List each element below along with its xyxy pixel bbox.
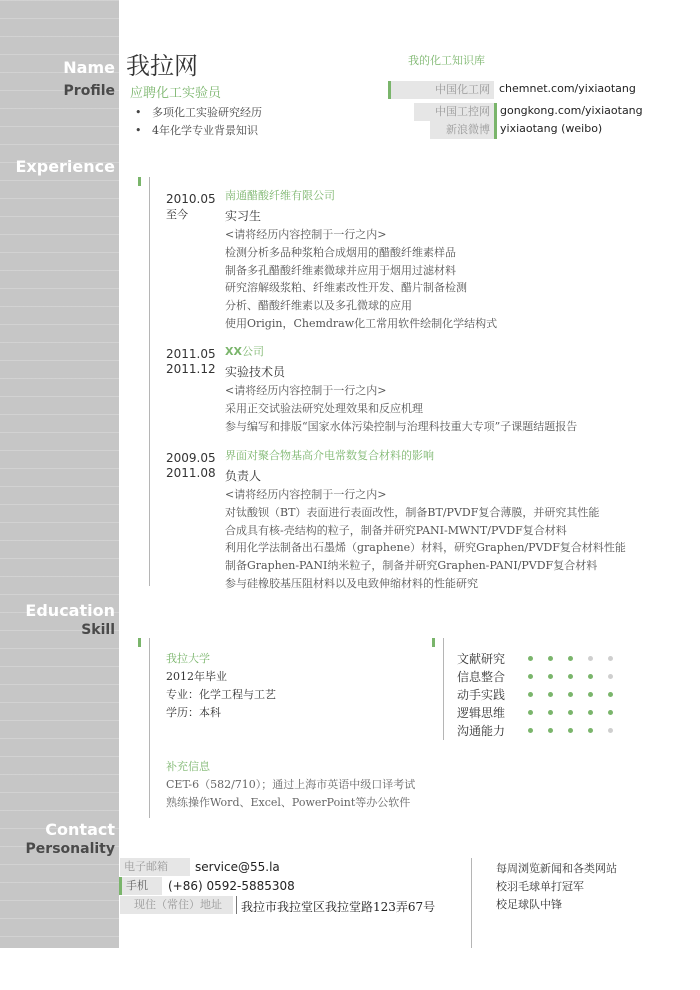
job-3-description: <请将经历内容控制于一行之内> 对钛酸钡（BT）表面进行表面改性，制备BT/PVDF复合薄膜，并研究其性能 合成具有核-壳结构的粒子，制备并研究PANI-MWNT/PVDF复合材料 利用化学法制备出石墨烯（graphene）材料，研究Graphen/PVDF复合材料性能 制备Graphen-PANI纳米粒子，制备并研究Graphen-PANI/PVDF复合材料 参与硅橡胶基压阻材料以及电致伸缩材料的性能研究 [225, 488, 626, 590]
skill-level-dot [548, 674, 553, 679]
skill-level-dot [568, 692, 573, 697]
link-label: 新浪微博 [430, 121, 494, 139]
link-row-chemnet[interactable] [0, 81, 700, 99]
skill-level-dot [568, 656, 573, 661]
profile-bullet-1: • 多项化工实验研究经历 [135, 106, 262, 119]
skill-level-dot [548, 656, 553, 661]
section-title-experience: Experience [15, 157, 115, 176]
skill-level-dot [588, 728, 593, 733]
skill-name: 沟通能力 [457, 724, 506, 738]
personality-list: 每周浏览新闻和各类网站 校羽毛球单打冠军 校足球队中锋 [496, 862, 617, 911]
skill-level-dot [568, 710, 573, 715]
section-title-education: Education [25, 601, 115, 620]
skill-level-dot [528, 728, 533, 733]
candidate-name: 我拉网 [126, 52, 198, 80]
job-3-dates: 2009.05 2011.08 [166, 451, 216, 480]
link-row-weibo[interactable] [0, 121, 700, 139]
job-2-description: <请将经历内容控制于一行之内> 采用正交试验法研究处理效果和反应机理 参与编写和排版“国家水体污染控制与治理科技重大专项”子课题结题报告 [225, 384, 578, 433]
job-2-dates: 2011.05 2011.12 [166, 347, 216, 376]
personality-divider [471, 858, 472, 948]
skill-level-dot [548, 710, 553, 715]
section-title-name: Name [63, 58, 115, 77]
skill-name: 文献研究 [457, 652, 506, 666]
timeline-marker [138, 638, 141, 647]
extra-info-title: 补充信息 [166, 760, 210, 773]
phone-value[interactable]: (+86) 0592-5885308 [168, 879, 295, 893]
job-1-description: <请将经历内容控制于一行之内> 检测分析多品种浆粕合成烟用的醋酸纤维素样品 制备多孔醋酸纤维素微球并应用于烟用过滤材料 研究溶解级浆粕、纤维素改性开发、醋片制备检测 分析、醋酸纤维素以及多孔微球的应用 使用Origin，Chemdraw化工常用软件绘制化学结构式 [225, 228, 498, 330]
skill-level-dot [608, 674, 613, 679]
skill-level-dot [528, 674, 533, 679]
extra-info-details: CET-6（582/710）；通过上海市英语中级口译考试 熟练操作Word、Excel、PowerPoint等办公软件 [166, 778, 416, 809]
address-value: 我拉市我拉堂区我拉堂路123弄67号 [241, 900, 436, 914]
job-1-dates: 2010.05 至今 [166, 192, 216, 221]
section-title-profile: Profile [63, 83, 115, 99]
skill-level-dot [588, 674, 593, 679]
skill-level-dot [608, 728, 613, 733]
section-title-personality: Personality [25, 841, 115, 857]
skill-name: 动手实践 [457, 688, 506, 702]
skill-level-dot [548, 692, 553, 697]
section-title-contact: Contact [45, 820, 115, 839]
timeline-marker [138, 177, 141, 186]
education-details: 2012年毕业 专业：化学工程与工艺 学历：本科 [166, 670, 276, 719]
skill-level-dot [548, 728, 553, 733]
email-value[interactable]: service@55.la [195, 860, 280, 874]
job-2-role: 实验技术员 [225, 365, 286, 379]
education-timeline [149, 638, 150, 818]
skill-level-dot [588, 692, 593, 697]
skill-divider [443, 638, 444, 740]
timeline-marker [432, 638, 435, 647]
address-label: 现住（常住）地址 [120, 896, 233, 914]
job-1-org: 南通醋酸纤维有限公司 [225, 189, 335, 202]
knowledge-heading: 我的化工知识库 [408, 54, 485, 67]
skill-level-dot [588, 656, 593, 661]
link-value: gongkong.com/yixiaotang [500, 104, 643, 117]
link-row-gongkong[interactable] [0, 103, 700, 121]
link-value: yixiaotang (weibo) [500, 122, 603, 135]
job-3-org: 界面对聚合物基高介电常数复合材料的影响 [225, 449, 434, 462]
school-name: 我拉大学 [166, 652, 210, 665]
skill-name: 逻辑思维 [457, 706, 506, 720]
skill-name: 信息整合 [457, 670, 506, 684]
skill-level-dot [608, 692, 613, 697]
email-label: 电子邮箱 [120, 858, 190, 876]
skill-level-dot [568, 728, 573, 733]
skill-level-dot [528, 656, 533, 661]
phone-label: 手机 [122, 877, 162, 895]
experience-timeline [149, 177, 150, 586]
skill-level-dot [608, 710, 613, 715]
skill-level-dot [608, 656, 613, 661]
profile-bullet-2: • 4年化学专业背景知识 [135, 124, 258, 137]
sidebar-band [0, 0, 119, 948]
job-3-role: 负责人 [225, 469, 262, 483]
section-title-skill: Skill [81, 622, 115, 638]
job-1-role: 实习生 [225, 209, 262, 223]
skill-level-dot [528, 692, 533, 697]
link-label: 中国工控网 [414, 103, 494, 121]
job-2-org: XX公司 [225, 345, 264, 358]
link-value: chemnet.com/yixiaotang [499, 82, 636, 95]
skill-level-dot [568, 674, 573, 679]
link-label: 中国化工网 [391, 81, 494, 99]
skill-level-dot [588, 710, 593, 715]
skill-level-dot [528, 710, 533, 715]
job-title: 应聘化工实验员 [130, 86, 222, 101]
